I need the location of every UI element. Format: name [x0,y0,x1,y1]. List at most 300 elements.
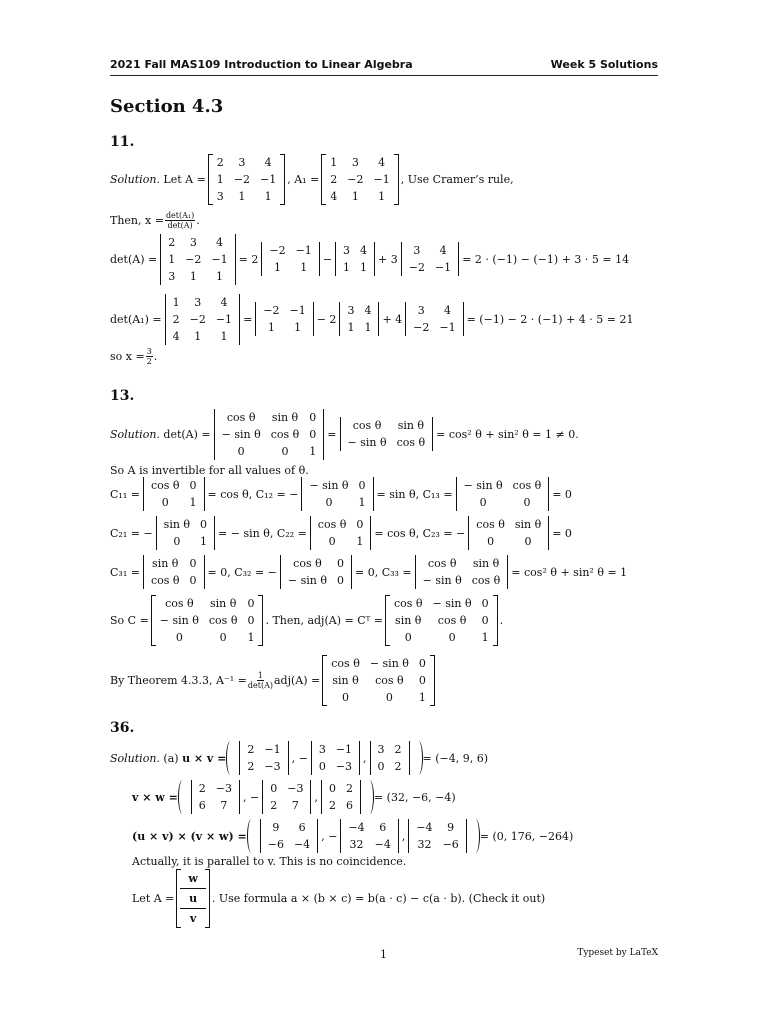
denominator: det(A) [167,220,193,230]
matrix-cell: sin θ [332,673,359,687]
minor [310,741,361,775]
matrix-cell: 1 [481,630,489,644]
matrix-cell: 0 [281,444,289,458]
matrix-cell: 4 [220,295,228,309]
minor [455,477,551,511]
matrix-inverse [322,655,435,706]
matrix-cell: cos θ [226,410,256,424]
minor [259,819,319,853]
matrix-cell: 0 [247,596,255,610]
text: = cos θ, C₁₂ = − [207,487,299,501]
p11-matrices-line [110,146,514,212]
matrix-cell: 0 [328,535,336,548]
matrix-cell: 2 [172,312,180,326]
p11-detA1-line [110,290,634,348]
matrix-cell: 6 [345,799,353,812]
solution-label: Solution. [110,427,160,441]
matrix-cell: −4 [374,838,391,851]
matrix-cell: 0 [404,630,412,644]
text: Actually, it is parallel to v. This is no coincidence. [132,854,407,868]
matrix-cell: cos θ [471,574,501,587]
matrix-cell: 4 [439,244,447,257]
minor [407,819,467,853]
numerator: det(A₁) [165,210,195,220]
matrix-cell: sin θ [152,557,179,570]
matrix-cell: 0 [175,630,183,644]
matrix-cell: 1 [347,321,355,334]
matrix-cell: 1 [247,630,255,644]
matrix-CT [385,595,498,646]
text: so x = [110,349,145,363]
minor [414,555,510,589]
text: So A is invertible for all values of θ. [110,463,309,477]
matrix-cell: −1 [439,321,456,334]
text: , A₁ = [287,172,320,186]
matrix-cell: 0 [200,518,208,531]
matrix-cell: cos θ [352,419,382,432]
header-rule [110,75,658,76]
minor [300,477,374,511]
matrix-cell: 0 [173,535,181,548]
minor [309,516,373,550]
matrix-cell: 3 [216,189,224,203]
matrix-cell: 0 [418,656,426,670]
matrix-cell: −2 [269,244,286,257]
minor [142,555,206,589]
minor [260,242,320,276]
p13-row2-cofactors [110,513,572,553]
matrix-cell: − sin θ [463,479,503,492]
matrix-cell: −1 [215,312,233,326]
matrix-cell: 0 [358,479,366,492]
matrix-cell: 0 [418,673,426,687]
matrix-cell: 2 [345,782,353,795]
matrix-cell: − sin θ [159,613,199,627]
determinant-A1 [164,294,241,345]
matrix-cell: cos θ [270,427,300,441]
matrix-cell: 2 [394,760,402,773]
matrix-cell: − sin θ [369,656,409,670]
matrix-cell: −3 [335,760,353,773]
matrix-cell: 0 [325,496,333,509]
section-title: Section 4.3 [110,96,224,117]
row-u: u [180,888,205,908]
matrix-cell: 3 [377,743,385,756]
matrix-cell: 1 [358,496,366,509]
matrix-cell: sin θ [271,410,299,424]
matrix-cell: 1 [300,261,308,274]
text: det(A₁) = [110,312,162,326]
p36-vxw-line [132,777,456,817]
matrix-cell: −3 [287,782,304,795]
text: = 2 · (−1) − (−1) + 3 · 5 = 14 [462,252,630,266]
matrix-cell: 9 [447,821,455,834]
matrix-cell: 1 [216,172,224,186]
text: . [196,213,200,227]
row-matrix-A [176,869,209,928]
matrix-cell: − sin θ [422,574,462,587]
matrix-cell: − sin θ [347,436,387,449]
matrix-cell: 1 [418,690,426,704]
matrix-cell: 1 [189,496,197,509]
p11-sox-line [110,346,157,366]
fraction [146,347,153,366]
matrix-cell: 1 [216,269,224,283]
matrix-cell: sin θ [514,518,542,531]
matrix-cell: 0 [237,444,245,458]
paren-group [228,741,420,775]
matrix-cell: 0 [487,535,495,548]
text: = (−1) − 2 · (−1) + 4 · 5 = 21 [466,312,634,326]
minor [339,819,399,853]
matrix-cell: 4 [364,304,372,317]
p13-det-line [110,406,579,462]
matrix-cell: 0 [189,479,197,492]
matrix-cell: 4 [216,235,224,249]
text: − [322,252,333,266]
matrix-cell: 0 [336,574,344,587]
matrix-cell: 2 [270,799,278,812]
text: = 0, C₃₃ = [354,565,412,579]
matrix-cell: 1 [200,535,208,548]
matrix-cell: 32 [417,838,432,851]
matrix-cell: 0 [336,557,344,570]
matrix-cell: 1 [356,535,364,548]
matrix-cell: −6 [442,838,459,851]
text: (a) [163,751,179,765]
matrix-cell: −1 [211,252,228,266]
problem-36-number: 36. [110,720,135,736]
header-week: Week 5 Solutions [550,58,658,71]
matrix-cell: 1 [378,189,386,203]
matrix-cell: 0 [481,596,489,610]
row-w: w [180,869,205,889]
matrix-cell: cos θ [317,518,347,531]
denominator: 2 [146,356,152,366]
text: = 2 [238,252,259,266]
text: u × v = [182,751,227,765]
text: = (−4, 9, 6) [422,751,489,765]
matrix-cell: 7 [220,799,228,812]
text: Let A = [132,891,175,905]
minor [320,780,362,814]
page-number: 1 [380,948,387,961]
matrix-cell: 2 [330,172,338,186]
matrix-cell: 3 [189,235,197,249]
p13-cofactor-matrix-line [110,592,503,648]
matrix-cell: 4 [330,189,338,203]
matrix-A [208,154,285,205]
minor [142,477,206,511]
matrix-cell: 3 [351,155,359,169]
matrix-cell: cos θ [437,613,467,627]
text: . [153,349,158,363]
text: , Use Cramer’s rule, [400,172,514,186]
typeset-note: Typeset by LaTeX [577,948,658,958]
text: = [243,312,253,326]
paren-group [180,780,372,814]
text: Then, x = [110,213,164,227]
minor [155,516,216,550]
text: By Theorem 4.3.3, A⁻¹ = [110,673,247,687]
matrix-cell: 0 [523,496,531,509]
matrix-cell: 0 [328,782,336,795]
matrix-cell: 2 [198,782,206,795]
denominator: det(A) [247,680,273,690]
matrix-cell: 3 [343,244,351,257]
matrix-cell: cos θ [427,557,457,570]
matrix-cell: 0 [318,760,326,773]
matrix-cell: sin θ [472,557,500,570]
matrix-cell: cos θ [331,656,360,670]
text: . [499,613,504,627]
row-v: v [189,911,197,925]
matrix-cell: 6 [298,821,306,834]
matrix-cell: 3 [168,269,176,283]
matrix-cell: −2 [413,321,430,334]
matrix-cell: 3 [194,295,202,309]
matrix-cell: 2 [394,743,402,756]
matrix-cell: −1 [434,261,452,274]
matrix-cell: −1 [260,172,277,186]
fraction [165,211,195,230]
matrix-C [151,595,264,646]
matrix-cell: −3 [215,782,233,795]
fraction [248,671,273,690]
numerator: 3 [146,346,152,356]
matrix-cell: 0 [385,690,393,704]
matrix-cell: −1 [373,172,390,186]
text: C₂₁ = − [110,526,153,540]
minor [334,242,376,276]
p13-row1-cofactors [110,474,572,514]
matrix-cell: 0 [356,518,364,531]
matrix-A1 [321,154,398,205]
matrix-cell: 2 [247,743,255,756]
matrix-cell: 0 [342,690,350,704]
matrix-cell: sin θ [397,419,425,432]
text: , [291,751,296,765]
matrix-cell: 2 [168,235,176,249]
matrix-cell: cos θ [476,518,505,531]
text: − [250,790,260,804]
matrix-cell: 0 [161,496,169,509]
matrix-cell: 9 [272,821,280,834]
p11-then-line [110,210,200,230]
problem-11-number: 11. [110,134,135,150]
text: + 4 [382,312,403,326]
text: det(A) = [163,427,211,441]
minor [467,516,550,550]
text: , [243,790,247,804]
p13-inverse-line [110,652,437,708]
minor [279,555,353,589]
matrix-cell: 1 [309,444,317,458]
matrix-cell: −3 [264,760,281,773]
text: = cos θ, C₂₃ = − [374,526,466,540]
matrix-cell: 0 [448,630,456,644]
matrix-cell: −2 [233,172,251,186]
matrix-cell: cos θ [150,574,180,587]
matrix-cell: 6 [379,821,387,834]
header-course: 2021 Fall MAS109 Introduction to Linear Algebra [110,58,413,71]
matrix-cell: 0 [377,760,385,773]
text: = (0, 176, −264) [479,829,574,843]
minor [261,780,312,814]
matrix-cell: 0 [189,574,197,587]
matrix-cell: 7 [291,799,299,812]
matrix-cell: 1 [343,261,351,274]
minor [339,417,435,451]
text: , [314,790,318,804]
text: − [328,829,338,843]
matrix-cell: cos θ [375,673,404,687]
matrix-cell: 0 [189,557,197,570]
text: So C = [110,613,149,627]
matrix-cell: −2 [189,312,206,326]
p36-letA-line [132,866,545,930]
numerator: 1 [257,670,263,680]
matrix-cell: cos θ [150,479,180,492]
matrix-cell: − sin θ [309,479,349,492]
matrix-cell: 0 [247,613,255,627]
text: , [401,829,406,843]
matrix-cell: 1 [172,295,180,309]
matrix-cell: −1 [335,743,353,756]
matrix-cell: 6 [198,799,206,812]
matrix-cell: −1 [295,244,312,257]
matrix-cell: 1 [220,329,228,343]
text: − [298,751,308,765]
paren-group [249,819,478,853]
matrix-cell: − sin θ [221,427,261,441]
text: v × w = [132,790,178,804]
matrix-cell: 3 [238,155,246,169]
text: = 0 [552,526,572,540]
solution-label: Solution. [110,751,160,765]
matrix-cell: sin θ [395,613,422,627]
matrix-cell: 4 [172,329,180,343]
matrix-cell: −4 [416,821,433,834]
matrix-cell: −4 [293,838,311,851]
matrix-cell: −1 [264,743,281,756]
matrix-cell: cos θ [396,436,426,449]
text: C₁₁ = [110,487,140,501]
matrix-cell: 1 [238,189,246,203]
matrix-cell: 1 [273,261,281,274]
minor [238,741,289,775]
matrix-cell: 1 [330,155,338,169]
matrix-cell: −4 [348,821,365,834]
matrix-cell: sin θ [163,518,191,531]
matrix-cell: − sin θ [287,574,327,587]
text: . Use formula a × (b × c) = b(a · c) − c(a · b). (Check it out) [211,891,546,905]
matrix-cell: −2 [185,252,202,266]
matrix-cell: 1 [360,261,368,274]
text: . Then, adj(A) = Cᵀ = [265,613,383,627]
matrix-cell: − sin θ [432,596,472,610]
matrix-cell: 2 [328,799,336,812]
p13-row3-cofactors [110,552,627,592]
text: (u × v) × (v × w) = [132,829,247,843]
matrix-cell: 4 [264,155,272,169]
matrix-cell: 2 [216,155,224,169]
matrix-cell: 2 [247,760,255,773]
text: = 0 [552,487,572,501]
minor [404,302,464,336]
matrix-cell: 32 [349,838,364,851]
matrix-cell: 1 [264,189,272,203]
p36-triple-line [132,816,573,856]
matrix-cell: cos θ [208,613,238,627]
matrix-cell: 0 [524,535,532,548]
matrix-cell: 1 [364,321,372,334]
text: = − sin θ, C₂₂ = [218,526,307,540]
p11-detA-line [110,230,629,288]
minor [400,242,460,276]
text: + 3 [378,252,398,266]
minor [338,302,380,336]
text: = [327,427,337,441]
matrix-cell: 1 [168,252,176,266]
matrix-cell: 1 [189,269,197,283]
matrix-cell: −2 [263,304,280,317]
matrix-cell: 0 [270,782,278,795]
matrix-cell: −2 [408,261,425,274]
matrix-cell: 3 [413,244,421,257]
text: = sin θ, C₁₃ = [376,487,453,501]
matrix-cell: 3 [417,304,425,317]
matrix-cell: 0 [481,613,489,627]
determinant-A [159,234,236,285]
minor [369,741,411,775]
matrix-cell: cos θ [165,596,194,610]
determinant-A [213,409,326,460]
matrix-cell: 1 [351,189,359,203]
p36-uxv-line [110,738,488,778]
matrix-cell: 4 [378,155,386,169]
minor [190,780,241,814]
matrix-cell: 0 [309,427,317,441]
text: , [363,751,367,765]
text: adj(A) = [274,673,321,687]
matrix-cell: 3 [347,304,355,317]
matrix-cell: −2 [347,172,364,186]
matrix-cell: cos θ [512,479,542,492]
matrix-cell: 0 [479,496,487,509]
matrix-cell: −1 [289,304,306,317]
matrix-cell: 0 [309,410,317,424]
text: = 0, C₃₂ = − [207,565,277,579]
text: , [321,829,325,843]
text: C₃₁ = [110,565,140,579]
problem-13-number: 13. [110,388,135,404]
matrix-cell: 1 [267,321,275,334]
minor [254,302,314,336]
matrix-cell: 1 [294,321,302,334]
matrix-cell: −6 [267,838,284,851]
text: Let A = [163,172,206,186]
text: det(A) = [110,252,158,266]
solution-label: Solution. [110,172,160,186]
text: = cos² θ + sin² θ = 1 ≠ 0. [436,427,579,441]
text: − 2 [316,312,337,326]
matrix-cell: 3 [318,743,326,756]
matrix-cell: cos θ [293,557,322,570]
matrix-cell: 4 [360,244,368,257]
matrix-cell: sin θ [209,596,237,610]
matrix-cell: 0 [219,630,227,644]
